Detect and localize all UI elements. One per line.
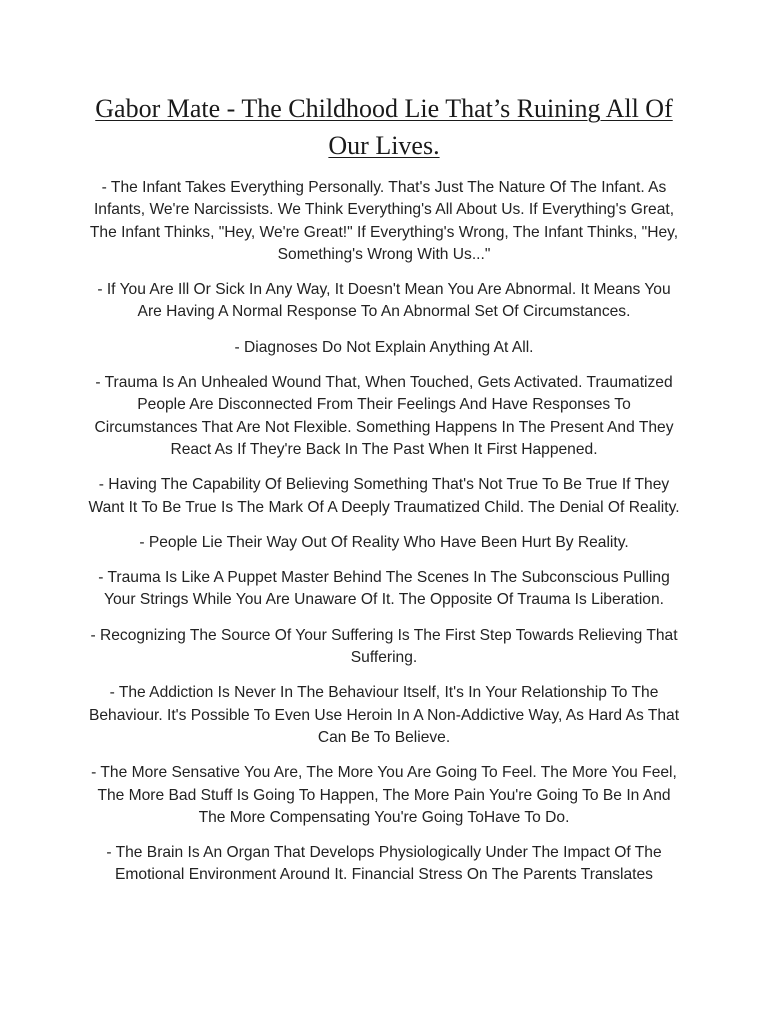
quote-paragraph: - If You Are Ill Or Sick In Any Way, It Doesn't Mean You Are Abnormal. It Means You Are Having A Normal Response To An Abnormal Set Of Circumstances. <box>97 281 671 321</box>
quote-paragraph: - The Addiction Is Never In The Behaviour Itself, It's In Your Relationship To The Behaviour. It's Possible To Even Use Heroin In A Non-Addictive Way, As Hard As That Can Be To Believe. <box>88 684 680 746</box>
quote-list <box>88 177 680 900</box>
quote-paragraph: - Trauma Is Like A Puppet Master Behind The Scenes In The Subconscious Pulling Your Strings While You Are Unaware Of It. The Opposite Of Trauma Is Liberation. <box>98 569 670 609</box>
document-title: Gabor Mate - The Childhood Lie That’s Ruining All Of Our Lives. <box>95 94 673 160</box>
quote-paragraph: - Trauma Is An Unhealed Wound That, When Touched, Gets Activated. Traumatized People Are Disconnected From Their Feelings And Have Responses To Circumstances That Are Not Flexible. Something Happens In The Present And They React As If They're Back In The Past When It First Happened. <box>94 374 674 458</box>
quote-paragraph: - The More Sensative You Are, The More You Are Going To Feel. The More You Feel, The More Bad Stuff Is Going To Happen, The More Pain You're Going To Be In And The More Compensating You're Going ToHave To Do. <box>91 764 677 826</box>
quote-paragraph: - Recognizing The Source Of Your Suffering Is The First Step Towards Relieving That Suffering. <box>90 626 678 667</box>
quote-paragraph: - The Brain Is An Organ That Develops Physiologically Under The Impact Of The Emotional Environment Around It. Financial Stress On The Parents Translates <box>106 844 662 884</box>
quote-paragraph: - Having The Capability Of Believing Something That's Not True To Be True If They Want It To Be True Is The Mark Of A Deeply Traumatized Child. The Denial Of Reality. <box>88 476 680 516</box>
quote-paragraph: - Diagnoses Do Not Explain Anything At All. <box>234 338 534 356</box>
quote-paragraph: - People Lie Their Way Out Of Reality Who Have Been Hurt By Reality. <box>139 533 629 551</box>
quote-paragraph: - The Infant Takes Everything Personally. That's Just The Nature Of The Infant. As Infants, We're Narcissists. We Think Everything's All About Us. If Everything's Great, The Infant Thinks, "Hey, We're Great!" If Everything's Wrong, The Infant Thinks, "Hey, Something's Wrong With Us..." <box>89 179 679 263</box>
